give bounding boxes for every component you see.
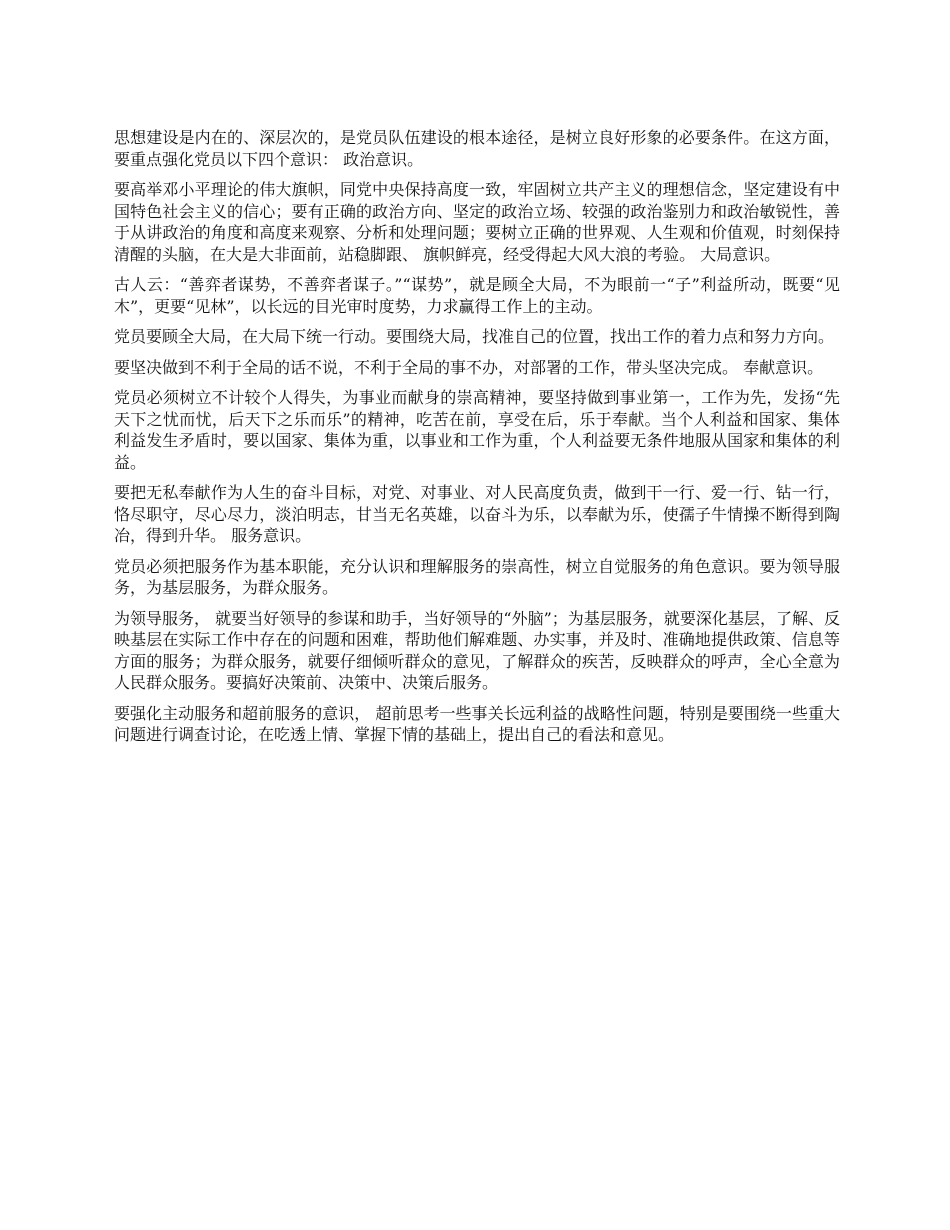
paragraph-6: 党员必须树立不计较个人得失，为事业而献身的崇高精神，要坚持做到事业第一，工作为先，发扬“先天下之忧而忧，后天下之乐而乐”的精神，吃苦在前，享受在后，乐于奉献。当个人利益和国家、集体利益发生矛盾时，要以国家、集体为重，以事业和工作为重，个人利益要无条件地服从国家和集体的利益。 (114, 388, 840, 472)
paragraph-5: 要坚决做到不利于全局的话不说，不利于全局的事不办，对部署的工作，带头坚决完成。 奉献意识。 (114, 357, 824, 377)
document-body (114, 127, 840, 755)
paragraph-8: 党员必须把服务作为基本职能，充分认识和理解服务的崇高性，树立自觉服务的角色意识。要为领导服务，为基层服务，为群众服务。 (114, 556, 840, 597)
paragraph-7: 要把无私奉献作为人生的奋斗目标，对党、对事业、对人民高度负责，做到干一行、爱一行、钻一行，恪尽职守，尽心尽力，淡泊明志，甘当无名英雄，以奋斗为乐，以奉献为乐，使孺子牛情操不断得到陶冶，得到升华。 服务意识。 (114, 483, 840, 545)
paragraph-10: 要强化主动服务和超前服务的意识， 超前思考一些事关长远利益的战略性问题，特别是要围绕一些重大问题进行调查讨论，在吃透上情、掌握下情的基础上，提出自己的看法和意见。 (114, 703, 840, 744)
paragraph-4: 党员要顾全大局，在大局下统一行动。要围绕大局，找准自己的位置，找出工作的着力点和努力方向。 (114, 327, 835, 346)
paragraph-2: 要高举邓小平理论的伟大旗帜，同党中央保持高度一致，牢固树立共产主义的理想信念，坚定建设有中国特色社会主义的信心；要有正确的政治方向、坚定的政治立场、较强的政治鉴别力和政治敏锐性，善于从讲政治的角度和高度来观察、分析和处理问题；要树立正确的世界观、人生观和价值观，时刻保持清醒的头脑，在大是大非面前，站稳脚跟、 旗帜鲜亮，经受得起大风大浪的考验。 大局意识。 (114, 180, 840, 264)
paragraph-3: 古人云：“善弈者谋势，不善弈者谋子。”“谋势”，就是顾全大局，不为眼前一“子”利益所动，既要“见木”，更要“见林”，以长远的目光审时度势，力求赢得工作上的主动。 (114, 275, 840, 316)
paragraph-1: 思想建设是内在的、深层次的，是党员队伍建设的根本途径，是树立良好形象的必要条件。在这方面，要重点强化党员以下四个意识： 政治意识。 (114, 128, 840, 169)
paragraph-9: 为领导服务， 就要当好领导的参谋和助手，当好领导的“外脑”；为基层服务，就要深化基层，了解、反映基层在实际工作中存在的问题和困难，帮助他们解难题、办实事，并及时、准确地提供政策、信息等方面的服务；为群众服务，就要仔细倾听群众的意见，了解群众的疾苦，反映群众的呼声，全心全意为人民群众服务。要搞好决策前、决策中、决策后服务。 (114, 608, 840, 692)
